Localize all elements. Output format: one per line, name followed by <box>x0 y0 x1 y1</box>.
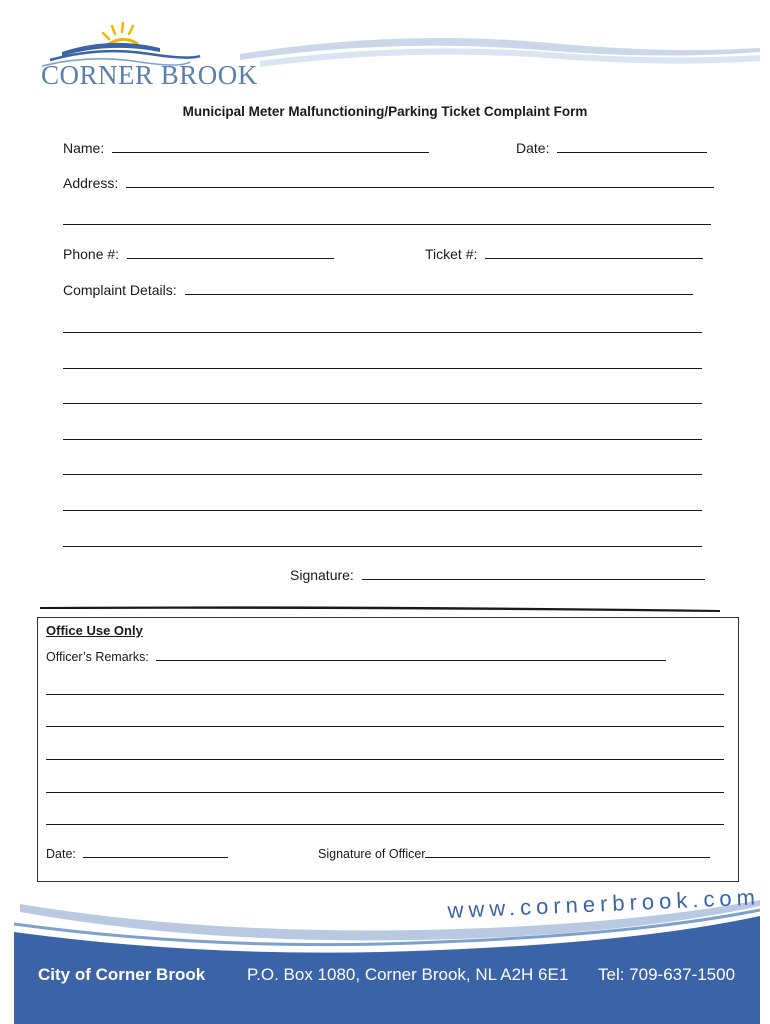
ticket-line[interactable] <box>485 246 703 259</box>
phone-line[interactable] <box>127 246 334 259</box>
ticket-field[interactable] <box>425 246 703 262</box>
office-date-field[interactable] <box>46 845 228 861</box>
address-line-2[interactable] <box>63 224 711 225</box>
section-divider <box>40 605 720 613</box>
officer-remarks-line[interactable] <box>46 726 724 727</box>
signature-label: Signature: <box>290 567 354 583</box>
complaint-line[interactable] <box>63 332 702 333</box>
date-line[interactable] <box>557 140 707 153</box>
name-field[interactable] <box>63 140 429 156</box>
officer-remarks-label: Officer’s Remarks: <box>46 650 149 664</box>
officer-signature-line[interactable] <box>425 845 710 858</box>
officer-remarks-line[interactable] <box>46 824 724 825</box>
officer-remarks-line[interactable] <box>156 648 666 661</box>
officer-remarks-line[interactable] <box>46 759 724 760</box>
date-label: Date: <box>516 140 550 156</box>
name-label: Name: <box>63 140 105 156</box>
header-swoosh <box>240 20 760 100</box>
complaint-line[interactable] <box>63 510 702 511</box>
footer-phone: Tel: 709-637-1500 <box>598 965 736 984</box>
address-line[interactable] <box>126 175 714 188</box>
address-label: Address: <box>63 175 119 191</box>
complaint-line[interactable] <box>185 282 693 295</box>
complaint-line[interactable] <box>63 439 702 440</box>
officer-signature-label: Signature of Officer <box>318 847 426 861</box>
form-title: Municipal Meter Malfunctioning/Parking Ticket Complaint Form <box>182 104 588 119</box>
complaint-line[interactable] <box>63 403 702 404</box>
officer-remarks-line[interactable] <box>46 694 724 695</box>
complaint-line[interactable] <box>63 368 702 369</box>
footer-address: P.O. Box 1080, Corner Brook, NL A2H 6E1 <box>247 965 569 984</box>
office-date-line[interactable] <box>83 845 228 858</box>
officer-remarks-field[interactable] <box>46 648 666 664</box>
complaint-line[interactable] <box>63 474 702 475</box>
date-field[interactable] <box>516 140 707 156</box>
address-field[interactable] <box>63 175 714 191</box>
ticket-label: Ticket #: <box>425 246 478 262</box>
complaint-field[interactable] <box>63 282 693 298</box>
website-url[interactable]: www.cornerbrook.com <box>447 884 761 923</box>
signature-line[interactable] <box>362 567 705 580</box>
officer-signature-field[interactable] <box>318 845 710 861</box>
phone-label: Phone #: <box>63 246 120 262</box>
name-line[interactable] <box>112 140 429 153</box>
logo-wordmark: CORNER BROOK <box>41 60 258 90</box>
office-use-title: Office Use Only <box>46 623 143 638</box>
officer-remarks-line[interactable] <box>46 792 724 793</box>
office-date-label: Date: <box>46 847 76 861</box>
sun-icon <box>103 23 133 39</box>
footer-city-name: City of Corner Brook <box>38 965 206 984</box>
complaint-line[interactable] <box>63 546 702 547</box>
signature-field[interactable] <box>290 567 705 583</box>
complaint-label: Complaint Details: <box>63 282 177 298</box>
phone-field[interactable] <box>63 246 334 262</box>
